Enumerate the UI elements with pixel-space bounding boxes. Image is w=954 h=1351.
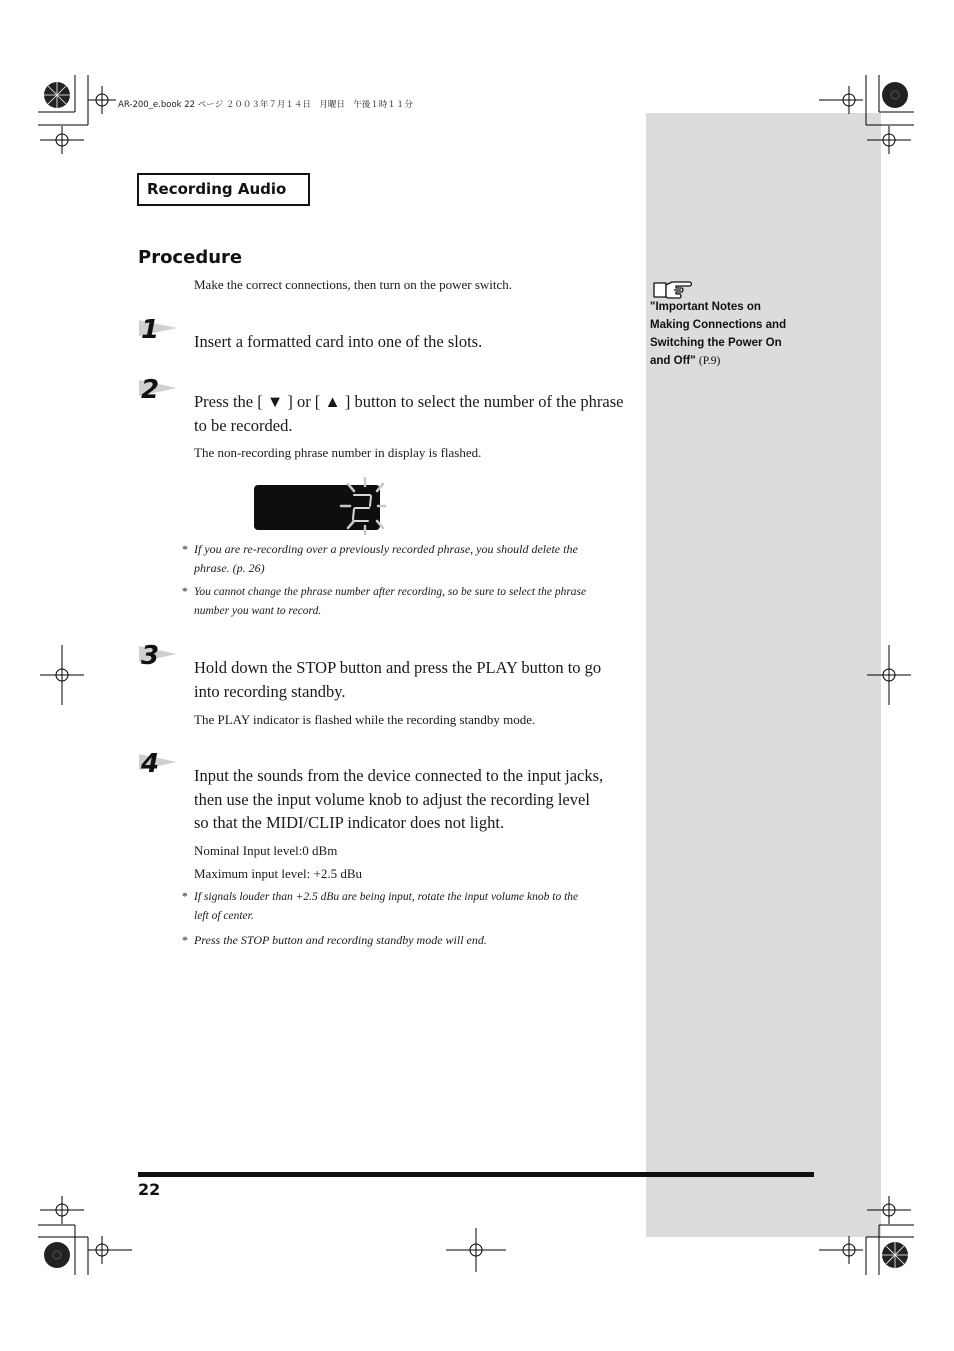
step-number-label: 2 xyxy=(141,375,160,405)
caution-line-2: left of center. xyxy=(194,910,254,922)
step-number-label: 1 xyxy=(141,315,160,345)
step-number-4 xyxy=(139,750,183,780)
caution-mark: * xyxy=(182,933,188,947)
step-3-note: The PLAY indicator is flashed while the recording standby mode. xyxy=(194,712,536,727)
step-number-3 xyxy=(139,642,183,672)
page-number: 22 xyxy=(138,1180,161,1199)
step-4-note-2: Maximum input level: +2.5 dBu xyxy=(194,866,363,881)
reference-title-end: and Off" xyxy=(650,355,696,367)
step-4-note-1: Nominal Input level:0 dBm xyxy=(194,843,338,858)
section-title-box xyxy=(137,173,310,206)
reference-page: (P.9) xyxy=(698,355,721,367)
reference-line-4 xyxy=(650,352,810,370)
procedure-heading: Procedure xyxy=(138,247,243,268)
step-2-line-1: Press the [ ▼ ] or [ ▲ ] button to select the number of the phrase xyxy=(194,392,624,411)
caution-line-1: If signals louder than +2.5 dBu are being input, rotate the input volume knob to the xyxy=(194,891,579,903)
step-4-line-3: so that the MIDI/CLIP indicator does not light. xyxy=(194,813,505,832)
caution-line-1: If you are re-recording over a previously recorded phrase, you should delete the xyxy=(194,542,578,556)
caution-note xyxy=(182,888,630,926)
step-3-text xyxy=(194,656,630,703)
caution-note xyxy=(182,540,630,578)
flashing-rays-icon xyxy=(338,476,388,538)
step-number-1 xyxy=(139,316,183,346)
step-2-note: The non-recording phrase number in display is flashed. xyxy=(194,445,482,460)
step-4-line-2: then use the input volume knob to adjust the recording level xyxy=(194,789,590,809)
reference-line-3: Switching the Power On xyxy=(650,337,782,349)
step-4-text xyxy=(194,764,630,835)
caution-line-2: number you want to record. xyxy=(194,605,322,617)
caution-line-2: phrase. (p. 26) xyxy=(194,561,265,575)
reference-line-2: Making Connections and xyxy=(650,319,787,331)
caution-mark: * xyxy=(182,891,188,903)
section-title: Recording Audio xyxy=(147,180,287,198)
footer-rule xyxy=(138,1172,814,1177)
print-header-note: AR-200_e.book 22 ページ ２００３年７月１４日 月曜日 午後１時１１分 xyxy=(118,100,413,110)
step-number-2 xyxy=(139,376,183,406)
sidebar-reference xyxy=(650,298,810,370)
step-1-text: Insert a formatted card into one of the slots. xyxy=(194,332,483,351)
reference-line-1: "Important Notes on xyxy=(650,301,761,313)
caution-line-1: Press the STOP button and recording standby mode will end. xyxy=(194,933,487,947)
step-4-line-1: Input the sounds from the device connected to the input jacks, xyxy=(194,766,604,785)
caution-line-1: You cannot change the phrase number after recording, so be sure to select the phrase xyxy=(194,586,587,598)
step-2-text xyxy=(194,390,630,437)
step-3-line-1: Hold down the STOP button and press the PLAY button to go xyxy=(194,658,602,677)
intro-text: Make the correct connections, then turn on the power switch. xyxy=(194,277,513,292)
step-number-label: 3 xyxy=(141,641,160,671)
caution-mark: * xyxy=(182,542,188,556)
caution-note xyxy=(182,931,630,950)
step-number-label: 4 xyxy=(141,749,160,779)
step-2-line-2: to be recorded. xyxy=(194,415,293,435)
step-3-line-2: into recording standby. xyxy=(194,681,346,701)
caution-mark: * xyxy=(182,586,188,598)
caution-note xyxy=(182,583,630,621)
